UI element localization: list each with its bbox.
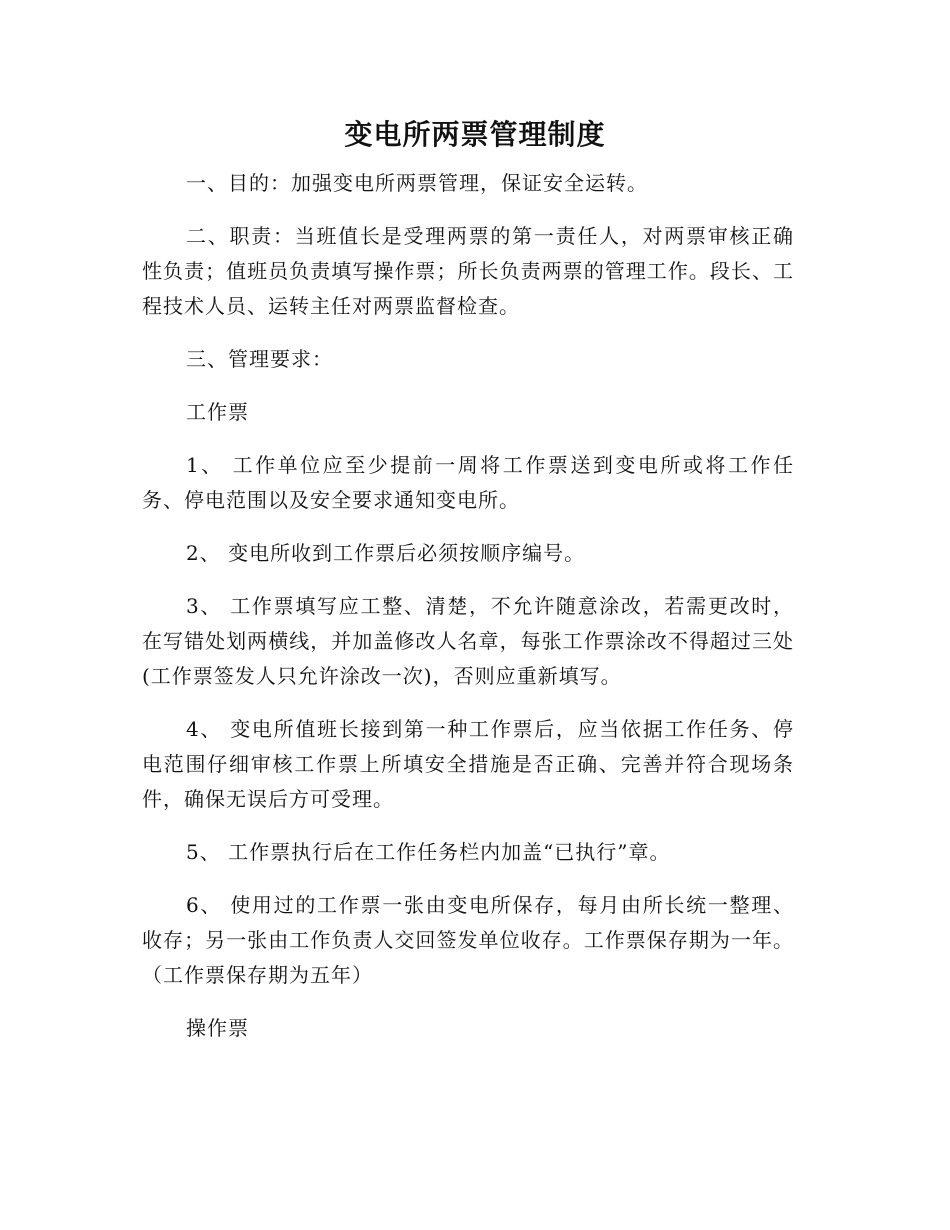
paragraph-purpose: 一、目的：加强变电所两票管理，保证安全运转。 bbox=[186, 171, 648, 195]
document-title: 变电所两票管理制度 bbox=[344, 118, 606, 151]
list-item-4: 4、 变电所值班长接到第一种工作票后，应当依据工作任务、停电范围仔细审核工作票上所填安全措施是否正确、完善并符合现场条件，确保无误后方可受理。 bbox=[142, 717, 794, 811]
list-item-2: 2、 变电所收到工作票后必须按顺序编号。 bbox=[186, 541, 586, 565]
list-item-1: 1、 工作单位应至少提前一周将工作票送到变电所或将工作任务、停电范围以及安全要求通知变电所。 bbox=[142, 453, 794, 512]
section-heading-work-ticket: 工作票 bbox=[186, 400, 249, 424]
paragraph-requirements-heading: 三、管理要求： bbox=[186, 347, 333, 371]
list-item-5: 5、 工作票执行后在工作任务栏内加盖“已执行”章。 bbox=[186, 840, 671, 864]
document-body bbox=[142, 166, 794, 1064]
list-item-3: 3、 工作票填写应工整、清楚，不允许随意涂改，若需更改时，在写错处划两横线，并加盖修改人名章，每张工作票涂改不得超过三处(工作票签发人只允许涂改一次)，否则应重新填写。 bbox=[142, 594, 794, 688]
list-item-6: 6、 使用过的工作票一张由变电所保存，每月由所长统一整理、收存；另一张由工作负责人交回签发单位收存。工作票保存期为一年。（工作票保存期为五年） bbox=[142, 893, 794, 987]
paragraph-responsibilities: 二、职责：当班值长是受理两票的第一责任人，对两票审核正确性负责；值班员负责填写操作票；所长负责两票的管理工作。段长、工程技术人员、运转主任对两票监督检查。 bbox=[142, 224, 794, 318]
section-heading-operation-ticket: 操作票 bbox=[186, 1016, 249, 1040]
